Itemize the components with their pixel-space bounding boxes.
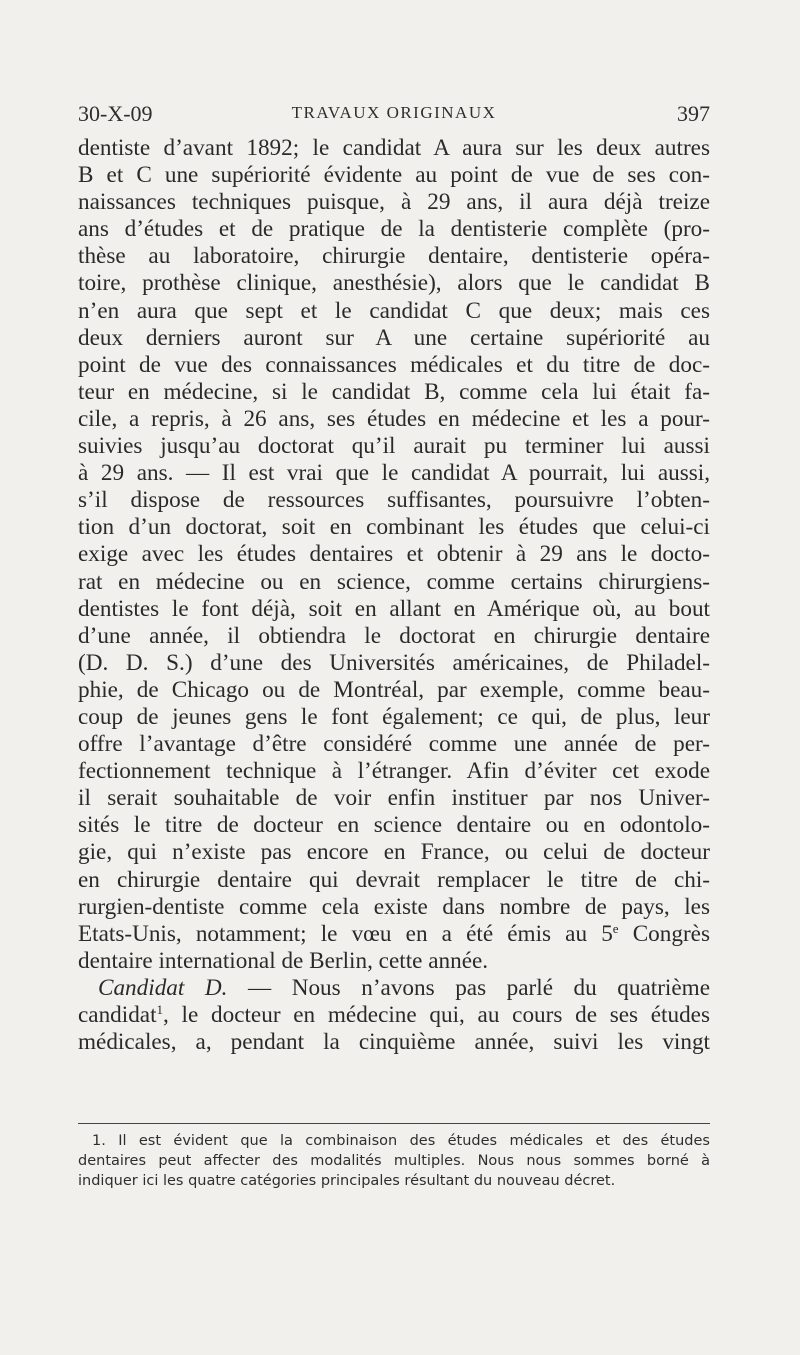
text-line: point de vue des connaissances médicales et du titre de doc-: [78, 351, 710, 378]
text-fragment: — Nous n’avons pas parlé du quatrième: [227, 974, 710, 1001]
text-line: médicales, a, pendant la cinquième année, suivi les vingt: [78, 1029, 710, 1056]
text-line: suivies jusqu’au doctorat qu’il aurait pu terminer lui aussi: [78, 433, 710, 460]
text-line: offre l’avantage d’être considéré comme une année de per-: [78, 731, 710, 758]
text-line: il serait souhaitable de voir enfin instituer par nos Univer-: [78, 785, 710, 812]
text-line: en chirurgie dentaire qui devrait remplacer le titre de chi-: [78, 866, 710, 893]
text-line: B et C une supériorité évidente au point de vue de ses con-: [78, 162, 710, 189]
footnote-line: dentaires peut affecter des modalités multiples. Nous nous sommes borné à: [78, 1153, 710, 1169]
page-number: 397: [677, 101, 710, 126]
text-line: dentiste d’avant 1892; le candidat A aura sur les deux autres: [78, 135, 710, 161]
text-line: rat en médecine ou en science, comme certains chirurgiens-: [78, 568, 710, 595]
text-line: ans d’études et de pratique de la dentisterie complète (pro-: [78, 216, 710, 243]
text-line: [78, 1002, 710, 1029]
text-fragment: , le docteur en médecine qui, au cours de ses études: [163, 1002, 710, 1028]
running-header: [78, 101, 710, 131]
text-line: [78, 921, 710, 948]
text-line: exige avec les études dentaires et obtenir à 29 ans le docto-: [78, 541, 710, 568]
text-line: tion d’un doctorat, soit en combinant les études que celui-ci: [78, 514, 710, 541]
ordinal-superscript: e: [612, 920, 619, 936]
text-line: s’il dispose de ressources suffisantes, poursuivre l’obten-: [78, 487, 710, 514]
header-title: TRAVAUX ORIGINAUX: [291, 103, 497, 122]
text-line: phie, de Chicago ou de Montréal, par exemple, comme beau-: [78, 676, 710, 703]
text-line: dentistes le font déjà, soit en allant en Amérique où, au bout: [78, 595, 710, 622]
text-line: d’une année, il obtiendra le doctorat en chirurgie dentaire: [78, 622, 710, 649]
section-heading-candidat-d: Candidat D.: [98, 974, 228, 1001]
footnote: [78, 1131, 710, 1191]
text-line: teur en médecine, si le candidat B, comme cela lui était fa-: [78, 378, 710, 405]
text-line: n’en aura que sept et le candidat C que deux; mais ces: [78, 297, 710, 324]
text-line: rurgien-dentiste comme cela existe dans nombre de pays, les: [78, 893, 710, 920]
footnote-reference: 1: [156, 1002, 164, 1017]
footnote-divider: [78, 1123, 710, 1124]
footnote-line: indiquer ici les quatre catégories principales résultant du nouveau décret.: [78, 1173, 616, 1189]
section-lead-line: [78, 975, 710, 1002]
text-line: (D. D. S.) d’une des Universités américaines, de Philadel-: [78, 649, 710, 676]
text-line: thèse au laboratoire, chirurgie dentaire, dentisterie opéra-: [78, 243, 710, 270]
text-line: naissances techniques puisque, à 29 ans, il aura déjà treize: [78, 189, 710, 216]
text-fragment: Etats-Unis, notamment; le vœu en a été émis au 5: [78, 920, 613, 947]
text-line: deux derniers auront sur A une certaine supériorité au: [78, 324, 710, 351]
main-text: [78, 135, 710, 1056]
text-line: fectionnement technique à l’étranger. Afin d’éviter cet exode: [78, 758, 710, 785]
text-fragment: candidat: [78, 1002, 157, 1028]
text-line: à 29 ans. — Il est vrai que le candidat A pourrait, lui aussi,: [78, 460, 710, 487]
text-fragment: Congrès: [618, 920, 710, 947]
text-line: toire, prothèse clinique, anesthésie), alors que le candidat B: [78, 270, 710, 297]
footnote-line: 1. Il est évident que la combinaison des études médicales et des études: [92, 1133, 710, 1149]
text-line: sités le titre de docteur en science dentaire ou en odontolo-: [78, 812, 710, 839]
text-line: coup de jeunes gens le font également; ce qui, de plus, leur: [78, 703, 710, 730]
text-line: cile, a repris, à 26 ans, ses études en médecine et les a pour-: [78, 405, 710, 432]
header-date: 30-X-09: [78, 101, 153, 126]
text-line: gie, qui n’existe pas encore en France, ou celui de docteur: [78, 839, 710, 866]
text-line: dentaire international de Berlin, cette année.: [78, 947, 489, 974]
